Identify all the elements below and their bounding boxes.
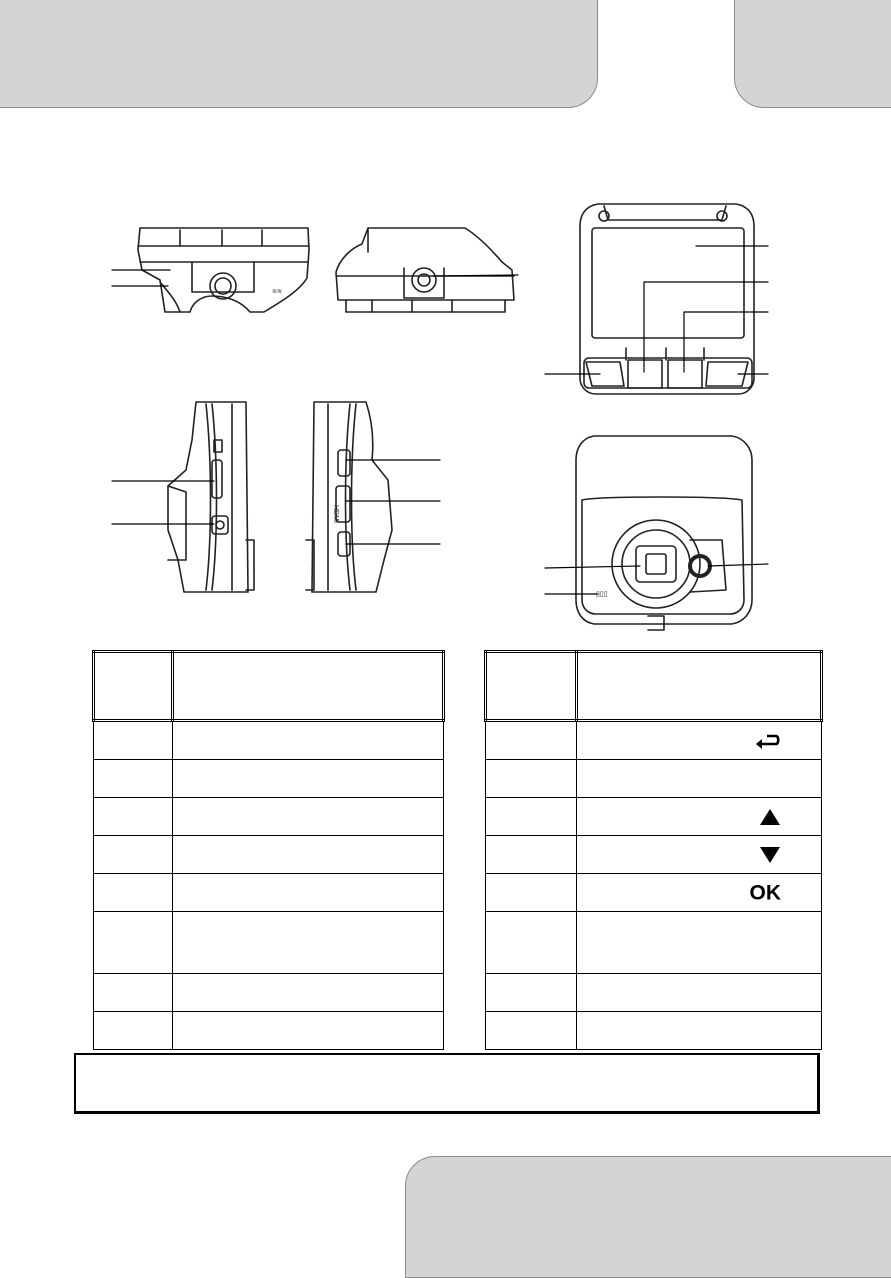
svg-text:▯▯▯: ▯▯▯: [596, 591, 608, 598]
table-row: [486, 1012, 822, 1050]
table-row: [94, 974, 444, 1012]
note-box: [74, 1053, 820, 1114]
parts-table-left: [92, 650, 445, 1050]
table-row: [486, 798, 822, 836]
table-row: [94, 760, 444, 798]
parts-table-right: [484, 650, 823, 1050]
table-row: [486, 836, 822, 874]
up-triangle-icon: [759, 808, 781, 826]
rear-view-illustration: [545, 204, 768, 394]
table-row: [486, 974, 822, 1012]
right-side-illustration: [306, 402, 440, 592]
front-lens-illustration: [545, 436, 768, 630]
table-row: [486, 912, 822, 974]
ok-symbol: OK: [749, 881, 781, 904]
table-row: [486, 721, 822, 760]
table-row: [94, 798, 444, 836]
left-side-illustration: [112, 402, 254, 592]
bottom-view-illustration: [336, 228, 518, 312]
table-row: [94, 874, 444, 912]
table-row: [94, 912, 444, 974]
top-view-illustration: [112, 228, 309, 312]
table-row: [94, 836, 444, 874]
hdmi-port-label: HDMI: [332, 505, 339, 523]
svg-text:≋≋: ≋≋: [272, 289, 283, 295]
return-arrow-icon: [755, 733, 781, 749]
table-row: [486, 760, 822, 798]
table-header-row: [94, 652, 444, 721]
down-triangle-icon: [759, 846, 781, 864]
table-row: [486, 874, 822, 912]
table-row: [94, 1012, 444, 1050]
table-header-row: [486, 652, 822, 721]
table-row: [94, 721, 444, 760]
